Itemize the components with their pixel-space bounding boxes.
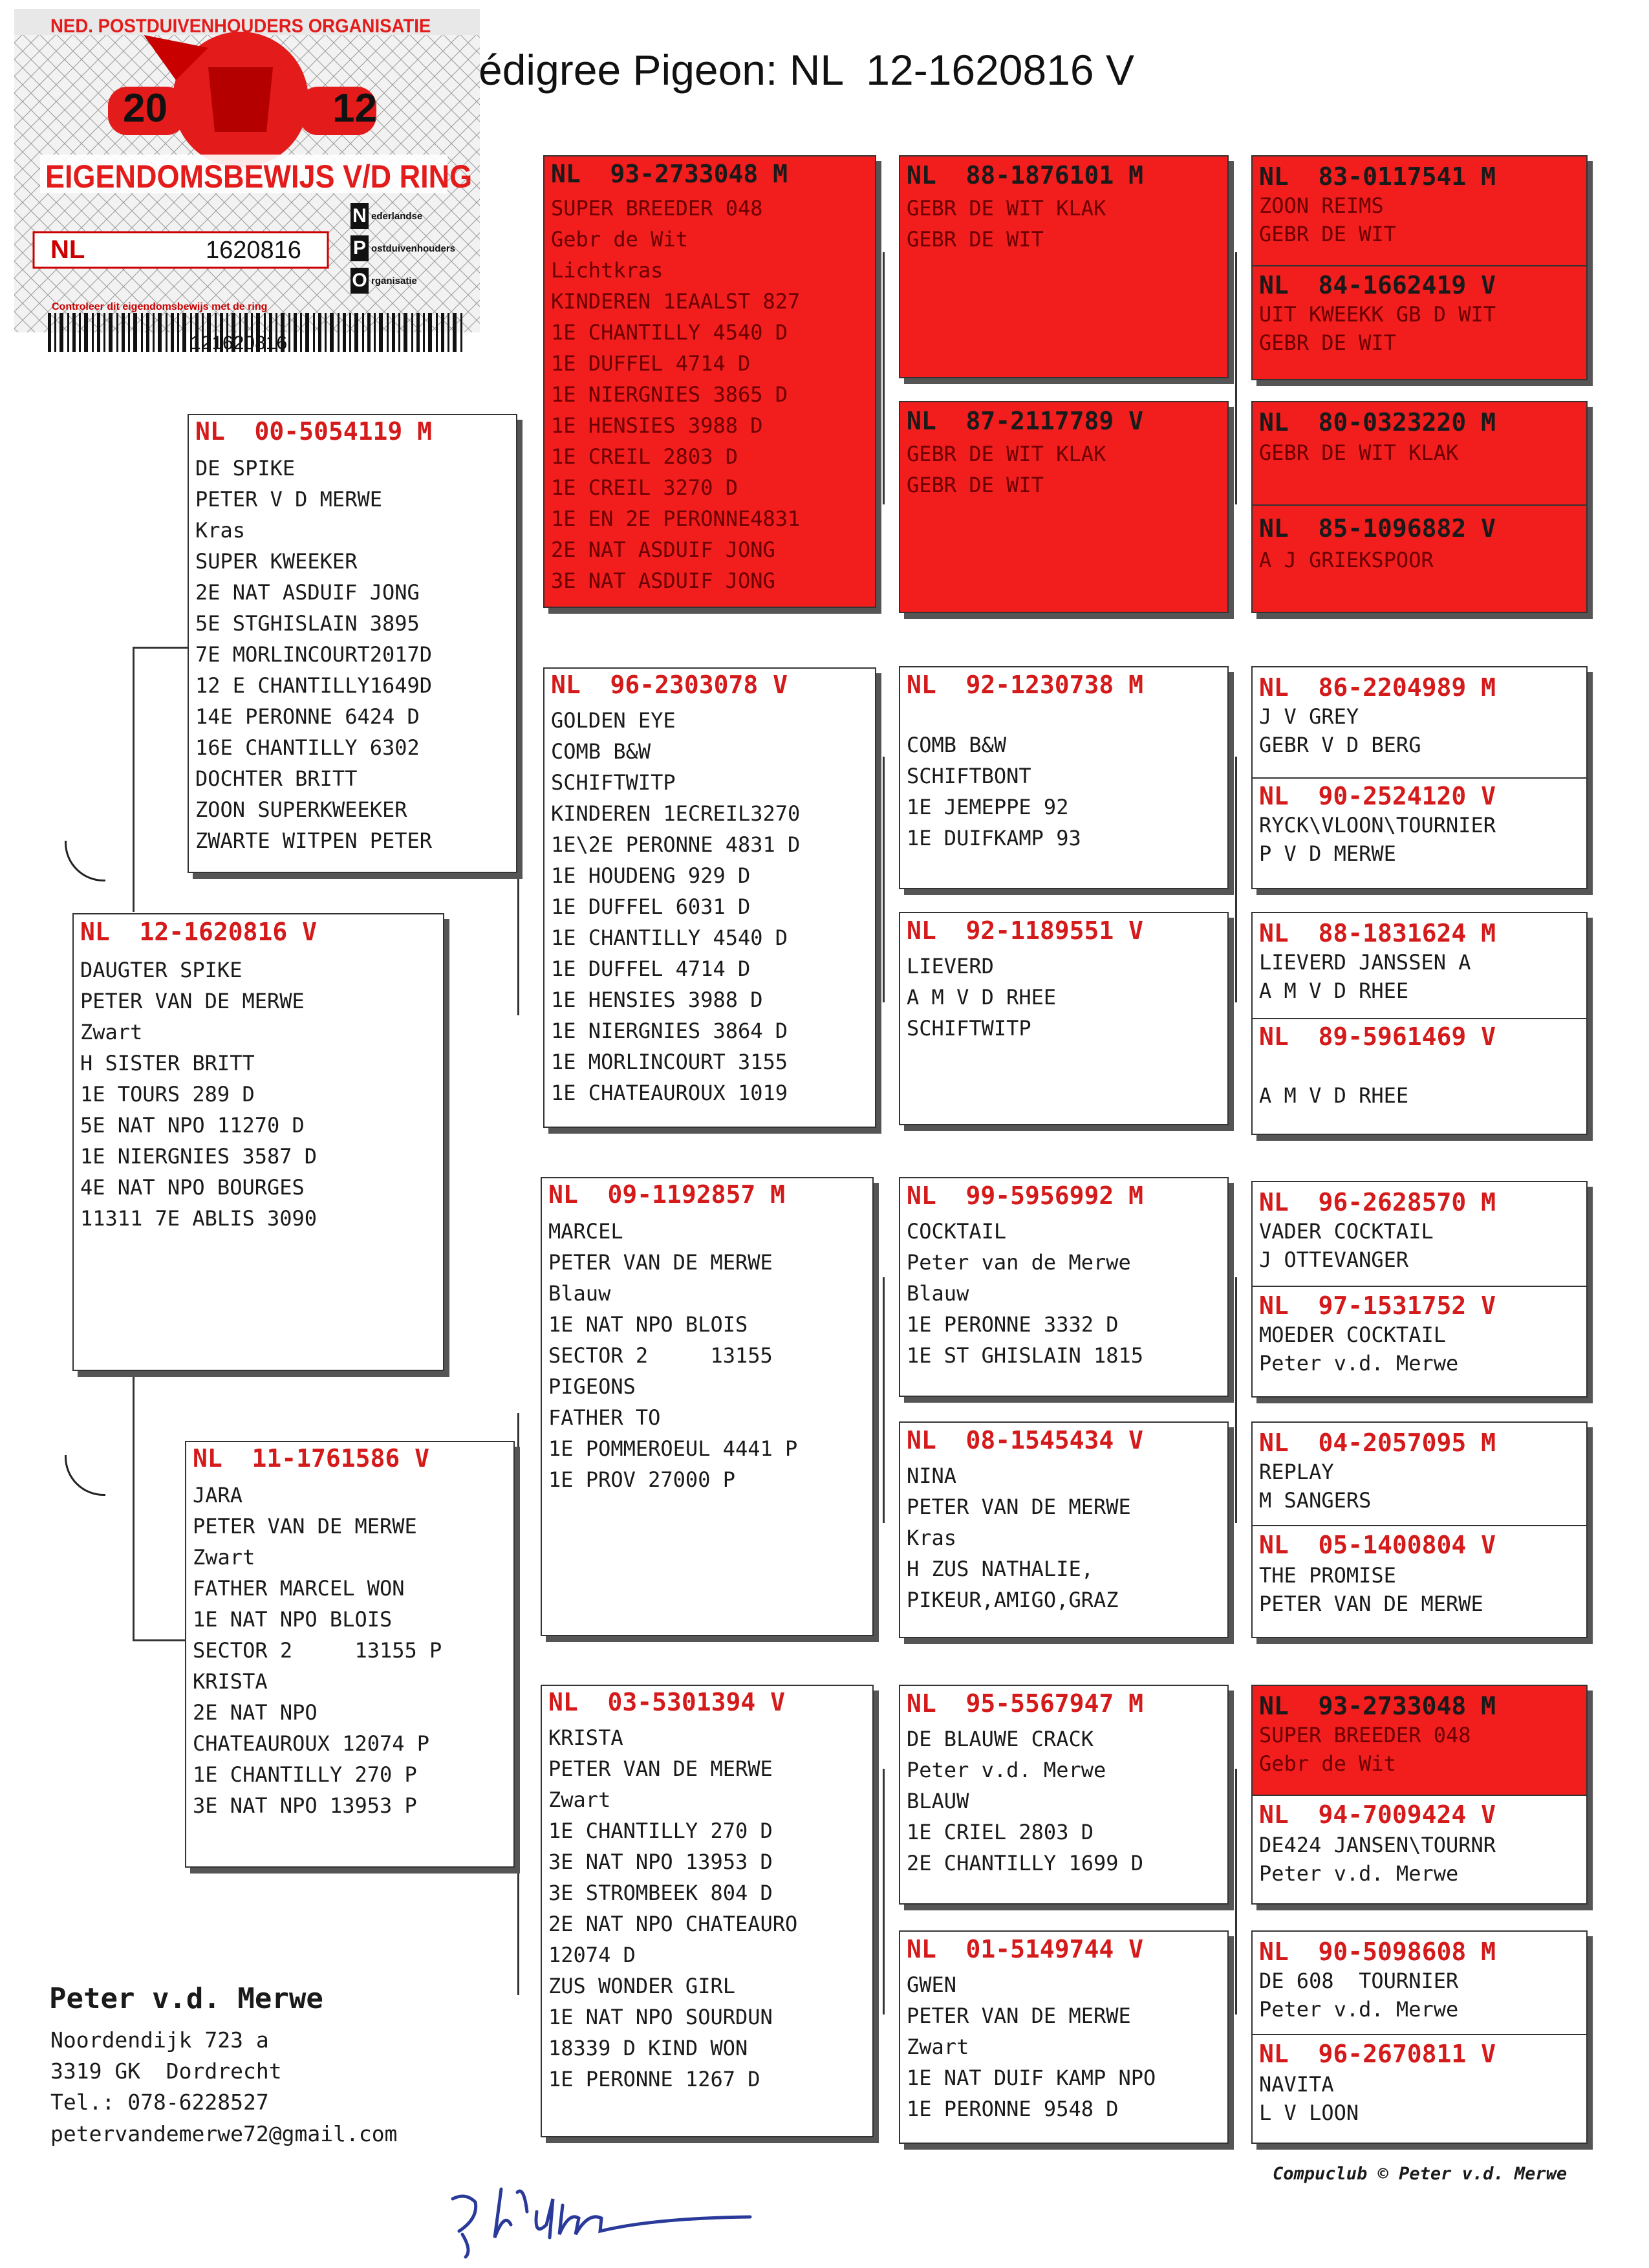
detail-line: DAUGTER SPIKE [80, 958, 242, 982]
pedigree-box-gen4-pair-1 [1251, 155, 1588, 380]
pedigree-box-gen4-pair-7 [1251, 1685, 1588, 1905]
detail-line: PETER VAN DE MERWE [193, 1514, 417, 1539]
detail-line: DOCHTER BRITT [195, 766, 358, 791]
detail-line: LIEVERD [907, 954, 994, 978]
ring-number: NL 00-5054119 M [195, 417, 433, 446]
pigeon-details [1253, 1321, 1458, 1377]
connector [133, 1639, 186, 1641]
detail-line: Peter v.d. Merwe [907, 1758, 1106, 1782]
ring-number: NL 83-0117541 M [1259, 162, 1496, 191]
pedigree-box-gen3-8 [899, 1930, 1229, 2144]
detail-line: 1E MORLINCOURT 3155 [551, 1050, 788, 1074]
detail-line: COCKTAIL [907, 1219, 1007, 1244]
ring-number: NL 80-0323220 M [1259, 408, 1496, 437]
detail-line: 11311 7E ABLIS 3090 [80, 1206, 318, 1231]
punch-hole-bottom [65, 1455, 105, 1496]
detail-line: KINDEREN 1EAALST 827 [551, 289, 801, 314]
detail-line: 1E HOUDENG 929 D [551, 863, 751, 888]
npo-p-text: ostduivenhouders [371, 243, 456, 254]
pair-top-red [1253, 1686, 1586, 1796]
pigeon-details [1253, 546, 1434, 574]
detail-line: Zwart [193, 1545, 255, 1570]
detail-line: THE PROMISE [1259, 1563, 1396, 1588]
detail-line: 1E DUFFEL 6031 D [551, 894, 751, 919]
ring-number: NL 96-2303078 V [551, 671, 788, 699]
detail-line: PETER V D MERWE [195, 487, 382, 512]
ring-number: NL 96-2670811 V [1259, 2040, 1496, 2068]
detail-line: 1E DUFFEL 4714 D [551, 956, 751, 981]
detail-line: H SISTER BRITT [80, 1051, 255, 1075]
connector [1235, 1277, 1237, 1523]
connector [1235, 757, 1237, 1002]
detail-line: Gebr de Wit [551, 227, 688, 252]
ring-number: NL 90-5098608 M [1259, 1938, 1496, 1966]
pair-divider [1253, 1795, 1586, 1796]
connector [1235, 1769, 1237, 2014]
pigeon-details [1253, 2070, 1359, 2127]
detail-line: A M V D RHEE [1259, 1083, 1409, 1108]
detail-line: Peter v.d. Merwe [1259, 1351, 1459, 1376]
npo-n-text: ederlandse [371, 211, 423, 222]
pigeon-details [1253, 1831, 1496, 1888]
pigeon-details [544, 705, 875, 1108]
ring-number: NL 08-1545434 V [907, 1426, 1144, 1454]
pedigree-box-gen4-pair-5 [1251, 1181, 1588, 1398]
detail-line: GEBR DE WIT [907, 473, 1044, 497]
detail-line: COMB B&W [551, 739, 651, 764]
detail-line: GEBR DE WIT KLAK [907, 196, 1106, 221]
detail-line: GEBR DE WIT [907, 227, 1044, 252]
ring-number: NL 95-5567947 M [907, 1689, 1144, 1718]
ring-certificate-card [14, 9, 480, 358]
pigeon-details [542, 1216, 872, 1495]
detail-line: 4E NAT NPO BOURGES [80, 1175, 305, 1200]
pedigree-box-sire [188, 414, 517, 873]
detail-line: 1E NAT DUIF KAMP NPO [907, 2066, 1156, 2090]
detail-line: J V GREY [1259, 704, 1359, 729]
pigeon-details [900, 438, 1227, 501]
page-title: édigree Pigeon: NL 12-1620816 V [479, 46, 1134, 94]
connector [133, 647, 135, 912]
pedigree-box-gen4-pair-4 [1251, 912, 1588, 1135]
detail-line: 1E DUIFKAMP 93 [907, 826, 1081, 850]
detail-line: KINDEREN 1ECREIL3270 [551, 801, 801, 826]
detail-line: 2E NAT NPO CHATEAURO [548, 1912, 798, 1936]
detail-line: SECTOR 2 13155 P [193, 1638, 442, 1663]
npo-o: O [350, 268, 369, 294]
pigeon-details [900, 1969, 1227, 2124]
detail-line: PIGEONS [548, 1374, 636, 1399]
detail-line: MOEDER COCKTAIL [1259, 1323, 1446, 1347]
pedigree-box-gen4-pair-3 [1251, 666, 1588, 889]
detail-line: Kras [907, 1526, 957, 1550]
detail-line: ZOON SUPERKWEEKER [195, 797, 407, 822]
ring-number: NL 92-1189551 V [907, 916, 1144, 945]
pedigree-box-dam-sire [541, 1177, 874, 1636]
card-year-left: 20 [123, 86, 167, 131]
detail-line: A M V D RHEE [907, 985, 1057, 1010]
detail-line: Lichtkras [551, 258, 663, 283]
detail-line: LIEVERD JANSSEN A [1259, 950, 1471, 975]
detail-line: Zwart [907, 2035, 969, 2059]
detail-line: 1E PERONNE 1267 D [548, 2067, 760, 2091]
detail-line: P V D MERWE [1259, 841, 1396, 866]
pigeon-details [1253, 300, 1496, 357]
pedigree-box-gen4-pair-6 [1251, 1421, 1588, 1638]
connector [1235, 252, 1237, 504]
detail-line: Peter v.d. Merwe [1259, 1997, 1459, 2022]
pigeon-details [900, 1460, 1227, 1615]
detail-line: H ZUS NATHALIE, [907, 1557, 1094, 1581]
pigeon-details [900, 193, 1227, 255]
detail-line: 1E POMMEROEUL 4441 P [548, 1436, 798, 1461]
detail-line: 1E HENSIES 3988 D [551, 413, 763, 438]
detail-line: 3E NAT NPO 13953 P [193, 1793, 417, 1818]
detail-line: GEBR DE WIT KLAK [907, 442, 1106, 466]
detail-line: 12 E CHANTILLY1649D [195, 673, 433, 698]
ring-number: NL 84-1662419 V [1259, 271, 1496, 299]
detail-line: VADER COCKTAIL [1259, 1219, 1434, 1244]
pedigree-box-gen3-1 [899, 155, 1229, 378]
detail-line: 1E CREIL 3270 D [551, 475, 738, 500]
detail-line: SCHIFTBONT [907, 764, 1031, 788]
detail-line: SCHIFTWITP [551, 770, 676, 795]
detail-line: GEBR DE WIT [1259, 222, 1396, 246]
detail-line: PETER VAN DE MERWE [548, 1756, 773, 1781]
detail-line: L V LOON [1259, 2101, 1359, 2125]
ring-number: NL 12-1620816 V [80, 918, 318, 946]
owner-address: Noordendijk 723 a [50, 2027, 269, 2053]
detail-line: Peter v.d. Merwe [1259, 1861, 1459, 1886]
ring-number: NL 93-2733048 M [1259, 1692, 1496, 1720]
punch-hole-top [65, 841, 105, 881]
detail-line: FATHER TO [548, 1405, 661, 1430]
detail-line: ZWARTE WITPEN PETER [195, 828, 433, 853]
detail-line: GEBR DE WIT KLAK [1259, 440, 1459, 465]
ring-number: NL 87-2117789 V [907, 407, 1144, 435]
ring-number: NL 04-2057095 M [1259, 1429, 1496, 1457]
pedigree-box-sire-dam [543, 667, 876, 1128]
pedigree-box-gen4-pair-2 [1251, 401, 1588, 613]
detail-line: Blauw [907, 1281, 969, 1306]
detail-line: 1E EN 2E PERONNE4831 [551, 506, 801, 531]
detail-line: 1E ST GHISLAIN 1815 [907, 1343, 1144, 1368]
connector [133, 647, 191, 649]
detail-line: PETER VAN DE MERWE [907, 2003, 1131, 2028]
pedigree-box-dam [185, 1441, 515, 1868]
detail-line: PETER VAN DE MERWE [80, 989, 305, 1013]
copyright: Compuclub © Peter v.d. Merwe [1273, 2164, 1568, 2184]
detail-line: 1E PERONNE 9548 D [907, 2097, 1119, 2121]
ring-number: NL 94-7009424 V [1259, 1800, 1496, 1829]
ring-number: NL 09-1192857 M [548, 1180, 786, 1209]
detail-line: 1E CHANTILLY 4540 D [551, 320, 788, 345]
ring-number: NL 93-2733048 M [551, 160, 788, 188]
ring-number: NL 85-1096882 V [1259, 514, 1496, 543]
connector [883, 757, 885, 1002]
detail-line: 1E NIERGNIES 3864 D [551, 1019, 788, 1043]
detail-line: 1E CHANTILLY 4540 D [551, 925, 788, 950]
detail-line: 1E NIERGNIES 3587 D [80, 1144, 318, 1169]
connector [133, 1370, 135, 1641]
detail-line: 2E NAT NPO [193, 1700, 318, 1725]
detail-line: DE424 JANSEN\TOURNR [1259, 1833, 1496, 1857]
detail-line: 1E PERONNE 3332 D [907, 1312, 1119, 1337]
pedigree-box-gen3-4 [899, 912, 1229, 1125]
pedigree-box-sire-sire [543, 155, 876, 608]
npo-p: P [350, 235, 369, 261]
pigeon-details [900, 729, 1227, 854]
connector [883, 1769, 885, 2014]
pigeon-details [1253, 1561, 1483, 1618]
detail-line: DE 608 TOURNIER [1259, 1969, 1459, 1993]
card-check-text: Controleer dit eigendomsbewijs met de ring [52, 301, 268, 312]
ring-number: NL 11-1761586 V [193, 1444, 430, 1473]
detail-line: REPLAY [1259, 1460, 1334, 1484]
ring-number: NL 89-5961469 V [1259, 1022, 1496, 1051]
detail-line: 1E\2E PERONNE 4831 D [551, 832, 801, 857]
detail-line: PIKEUR,AMIGO,GRAZ [907, 1588, 1119, 1612]
detail-line: COMB B&W [907, 733, 1007, 757]
detail-line: 2E NAT ASDUIF JONG [551, 537, 775, 562]
detail-line: UIT KWEEKK GB D WIT [1259, 302, 1496, 327]
detail-line: PETER VAN DE MERWE [1259, 1592, 1483, 1616]
detail-line: KRISTA [193, 1669, 268, 1694]
ring-number: NL 88-1876101 M [907, 161, 1144, 189]
detail-line: 12074 D [548, 1943, 636, 1967]
detail-line: DE SPIKE [195, 456, 296, 481]
connector [883, 1277, 885, 1523]
detail-line: 1E CREIL 2803 D [551, 444, 738, 469]
owner-phone: Tel.: 078-6228527 [50, 2090, 269, 2115]
pedigree-box-gen3-2 [899, 401, 1229, 613]
detail-line: RYCK\VLOON\TOURNIER [1259, 813, 1496, 837]
ring-number: NL 05-1400804 V [1259, 1531, 1496, 1559]
detail-line: JARA [193, 1483, 243, 1507]
detail-line: SCHIFTWITP [907, 1016, 1031, 1041]
detail-line: SUPER BREEDER 048 [1259, 1723, 1471, 1747]
signature [440, 2173, 776, 2263]
npo-n: N [350, 203, 369, 229]
ring-number: NL 99-5956992 M [907, 1182, 1144, 1210]
owner-email[interactable]: petervandemerwe72@gmail.com [50, 2121, 398, 2146]
owner-city: 3319 GK Dordrecht [50, 2058, 282, 2084]
pedigree-box-gen3-5 [899, 1177, 1229, 1397]
detail-line: GEBR DE WIT [1259, 330, 1396, 355]
detail-line: Zwart [80, 1020, 143, 1044]
pedigree-box-main [72, 913, 444, 1371]
pair-divider [1253, 1525, 1586, 1526]
detail-line: 1E HENSIES 3988 D [551, 988, 763, 1012]
ring-number: NL 88-1831624 M [1259, 919, 1496, 947]
detail-line: 3E NAT ASDUIF JONG [551, 568, 775, 593]
barcode-number: 121620816 [190, 332, 288, 354]
owner-name: Peter v.d. Merwe [49, 1982, 323, 2015]
detail-line: 3E STROMBEEK 804 D [548, 1881, 773, 1905]
detail-line: A J GRIEKSPOOR [1259, 548, 1434, 572]
detail-line: Blauw [548, 1281, 611, 1306]
detail-line: 1E CRIEL 2803 D [907, 1820, 1094, 1844]
ring-number: NL 03-5301394 V [548, 1688, 786, 1716]
detail-line: 1E PROV 27000 P [548, 1467, 735, 1492]
detail-line: 1E NAT NPO BLOIS [193, 1607, 393, 1632]
detail-line: 1E CHANTILLY 270 P [193, 1762, 417, 1787]
detail-line: MARCEL [548, 1219, 623, 1244]
detail-line: CHATEAUROUX 12074 P [193, 1731, 430, 1756]
detail-line: KRISTA [548, 1725, 623, 1750]
detail-line: Zwart [548, 1787, 611, 1812]
detail-line: SUPER KWEEKER [195, 549, 358, 574]
card-ring-number: 1620816 [206, 237, 301, 264]
pigeon-details [1253, 811, 1496, 868]
detail-line: SECTOR 2 13155 [548, 1343, 773, 1368]
pair-divider [1253, 1286, 1586, 1287]
pair-divider [1253, 1018, 1586, 1019]
detail-line: 2E CHANTILLY 1699 D [907, 1851, 1144, 1875]
pigeon-details [900, 1216, 1227, 1371]
ring-number: NL 01-5149744 V [907, 1935, 1144, 1963]
detail-line: FATHER MARCEL WON [193, 1576, 405, 1601]
detail-line: 1E NAT NPO BLOIS [548, 1312, 748, 1337]
detail-line: 5E STGHISLAIN 3895 [195, 611, 420, 636]
detail-line: ZUS WONDER GIRL [548, 1974, 735, 1998]
ring-number: NL 97-1531752 V [1259, 1291, 1496, 1320]
connector [883, 252, 885, 504]
detail-line: J OTTEVANGER [1259, 1247, 1409, 1272]
detail-line: 1E CHANTILLY 270 D [548, 1819, 773, 1843]
detail-line: 3E NAT NPO 13953 D [548, 1850, 773, 1874]
pair-divider [1253, 777, 1586, 779]
detail-line: SUPER BREEDER 048 [551, 196, 763, 221]
detail-line: 1E NAT NPO SOURDUN [548, 2005, 773, 2029]
pigeon-details [900, 1723, 1227, 1879]
card-year-right: 12 [332, 86, 377, 131]
detail-line: Gebr de Wit [1259, 1751, 1396, 1776]
detail-line: ZOON REIMS [1259, 193, 1384, 218]
detail-line: GEBR V D BERG [1259, 733, 1421, 757]
detail-line: GWEN [907, 1972, 957, 1997]
card-certificate-title: EIGENDOMSBEWIJS V/D RING [45, 158, 473, 195]
pigeon-details [74, 955, 443, 1234]
pedigree-box-dam-dam [541, 1685, 874, 2137]
detail-line: Peter van de Merwe [907, 1250, 1131, 1275]
detail-line: 1E NIERGNIES 3865 D [551, 382, 788, 407]
detail-line: BLAUW [907, 1789, 969, 1813]
detail-line: DE BLAUWE CRACK [907, 1727, 1094, 1751]
pigeon-details [544, 193, 875, 596]
ring-number: NL 90-2524120 V [1259, 782, 1496, 810]
detail-line: 1E CHATEAUROUX 1019 [551, 1081, 788, 1105]
pigeon-details [1253, 1053, 1408, 1110]
detail-line: 14E PERONNE 6424 D [195, 704, 420, 729]
ring-number: NL 96-2628570 M [1259, 1188, 1496, 1216]
detail-line: 2E NAT ASDUIF JONG [195, 580, 420, 605]
pigeon-details [900, 951, 1227, 1044]
ring-number: NL 86-2204989 M [1259, 673, 1496, 702]
pigeon-details [189, 453, 516, 856]
detail-line: PETER VAN DE MERWE [548, 1250, 773, 1275]
pigeon-details [186, 1480, 513, 1821]
detail-line: NAVITA [1259, 2072, 1334, 2097]
pedigree-box-gen3-3 [899, 666, 1229, 889]
detail-line: M SANGERS [1259, 1488, 1372, 1513]
card-country: NL [50, 235, 85, 264]
detail-line: 1E TOURS 289 D [80, 1082, 255, 1107]
card-org-text: NED. POSTDUIVENHOUDERS ORGANISATIE [50, 16, 431, 37]
detail-line: 7E MORLINCOURT2017D [195, 642, 433, 667]
pair-divider [1253, 504, 1586, 506]
npo-o-text: rganisatie [371, 275, 417, 286]
pair-divider [1253, 265, 1586, 266]
pigeon-details [542, 1722, 872, 2095]
detail-line: Kras [195, 518, 246, 543]
detail-line: NINA [907, 1463, 957, 1488]
connector [517, 453, 519, 1015]
detail-line: PETER VAN DE MERWE [907, 1495, 1131, 1519]
pedigree-box-gen4-pair-8 [1251, 1930, 1588, 2144]
detail-line [1253, 1053, 1408, 1081]
detail-line: 18339 D KIND WON [548, 2036, 748, 2060]
detail-line: 1E DUFFEL 4714 D [551, 351, 751, 376]
pedigree-box-gen3-7 [899, 1685, 1229, 1905]
pedigree-box-gen3-6 [899, 1421, 1229, 1638]
pair-divider [1253, 2034, 1586, 2035]
connector [517, 1413, 519, 1995]
detail-line: 5E NAT NPO 11270 D [80, 1113, 305, 1138]
detail-line: A M V D RHEE [1259, 978, 1409, 1003]
ring-number: NL 92-1230738 M [907, 671, 1144, 699]
detail-line: 1E JEMEPPE 92 [907, 795, 1069, 819]
detail-line: 16E CHANTILLY 6302 [195, 735, 420, 760]
detail-line: GOLDEN EYE [551, 708, 676, 733]
